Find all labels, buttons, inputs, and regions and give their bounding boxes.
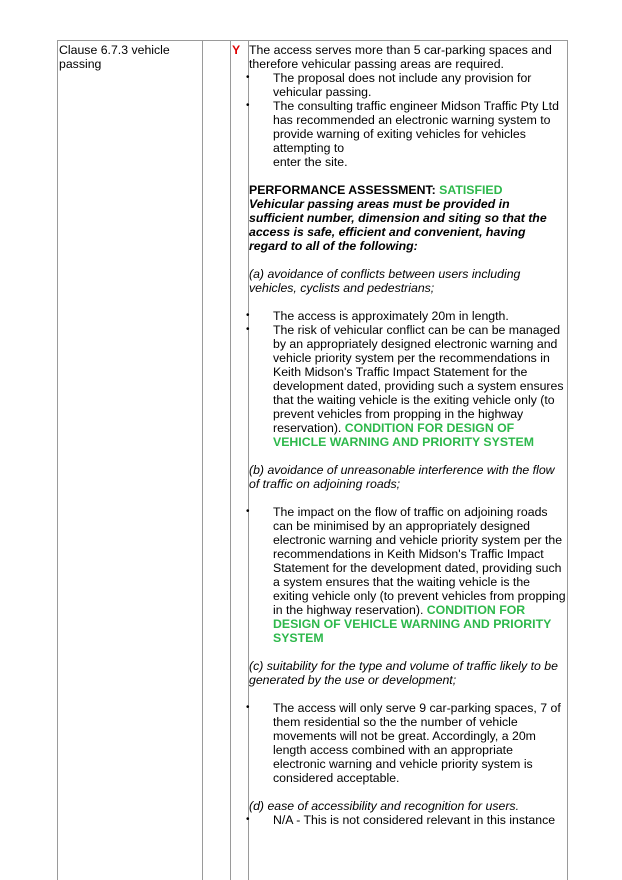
clause-label: Clause 6.7.3 vehicle passing <box>59 43 170 71</box>
assessment-label: PERFORMANCE ASSESSMENT: <box>249 183 440 197</box>
list-item: • The proposal does not include any provision for vehicular passing. <box>249 71 567 99</box>
assessment-status: SATISFIED <box>439 183 503 197</box>
list-item: • The access is approximately 20m in length. <box>249 309 567 323</box>
list-item: • The access will only serve 9 car-parking spaces, 7 of them residential so the the number of vehicle movements will not be great. Accordingly, a 20m length access combined with an appropriate electronic warning and vehicle priority system is considered acceptable. <box>249 701 567 785</box>
list-item-tail: enter the site. <box>273 155 348 169</box>
list-item <box>249 323 567 449</box>
compliance-flag: Y <box>232 43 241 57</box>
criterion-c-bullets <box>249 701 567 785</box>
list-item <box>249 99 567 169</box>
criterion-a-bullets <box>249 309 567 449</box>
list-item-text: The risk of vehicular conflict can be can be managed by an appropriately designed electronic warning and vehicle priority system per the recommendations in Keith Midson's Traffic Impact Statement for the development dated, providing such a system ensures that the waiting vehicle is the exiting vehicle only (to prevent vehicles from propping in the highway reservation). <box>273 323 564 435</box>
assessment-requirement: Vehicular passing areas must be provided in sufficient number, dimension and siting so that the access is safe, efficient and convenient, having regard to all of the following: <box>249 197 547 253</box>
criterion-d-bullets <box>249 813 567 827</box>
assessment-content <box>249 43 567 827</box>
criterion-a-heading: (a) avoidance of conflicts between users including vehicles, cyclists and pedestrians; <box>249 267 521 295</box>
criterion-c-heading: (c) suitability for the type and volume of traffic likely to be generated by the use or development; <box>249 659 558 687</box>
list-item <box>249 505 567 645</box>
performance-assessment-heading <box>249 183 567 197</box>
table-border-top <box>57 40 568 41</box>
condition-note: CONDITION FOR DESIGN OF VEHICLE WARNING AND PRIORITY SYSTEM <box>273 421 534 449</box>
list-item: • N/A - This is not considered relevant in this instance <box>249 813 567 827</box>
table-border-left <box>57 40 58 880</box>
list-item-text: The consulting traffic engineer Midson Traffic Pty Ltd has recommended an electronic warning system to provide warning of exiting vehicles for vehicles attempting to <box>273 99 559 155</box>
table-border-right <box>567 40 568 880</box>
condition-note: CONDITION FOR DESIGN OF VEHICLE WARNING AND PRIORITY SYSTEM <box>273 603 552 645</box>
intro-bullets <box>249 71 567 169</box>
table-border-col2 <box>202 40 203 880</box>
criterion-d-heading: (d) ease of accessibility and recognition for users. <box>249 799 519 813</box>
list-item-text: The impact on the flow of traffic on adjoining roads can be minimised by an appropriately designed electronic warning and vehicle priority system per the recommendations in Keith Midson's Traffic Impact Statement for the development dated, providing such a system ensures that the waiting vehicle is the exiting vehicle only (to prevent vehicles from propping in the highway reservation). <box>273 505 566 617</box>
table-border-col3 <box>230 40 231 880</box>
criterion-b-bullets <box>249 505 567 645</box>
intro-text: The access serves more than 5 car-parking spaces and therefore vehicular passing areas are required. <box>249 43 552 71</box>
criterion-b-heading: (b) avoidance of unreasonable interference with the flow of traffic on adjoining roads; <box>249 463 555 491</box>
